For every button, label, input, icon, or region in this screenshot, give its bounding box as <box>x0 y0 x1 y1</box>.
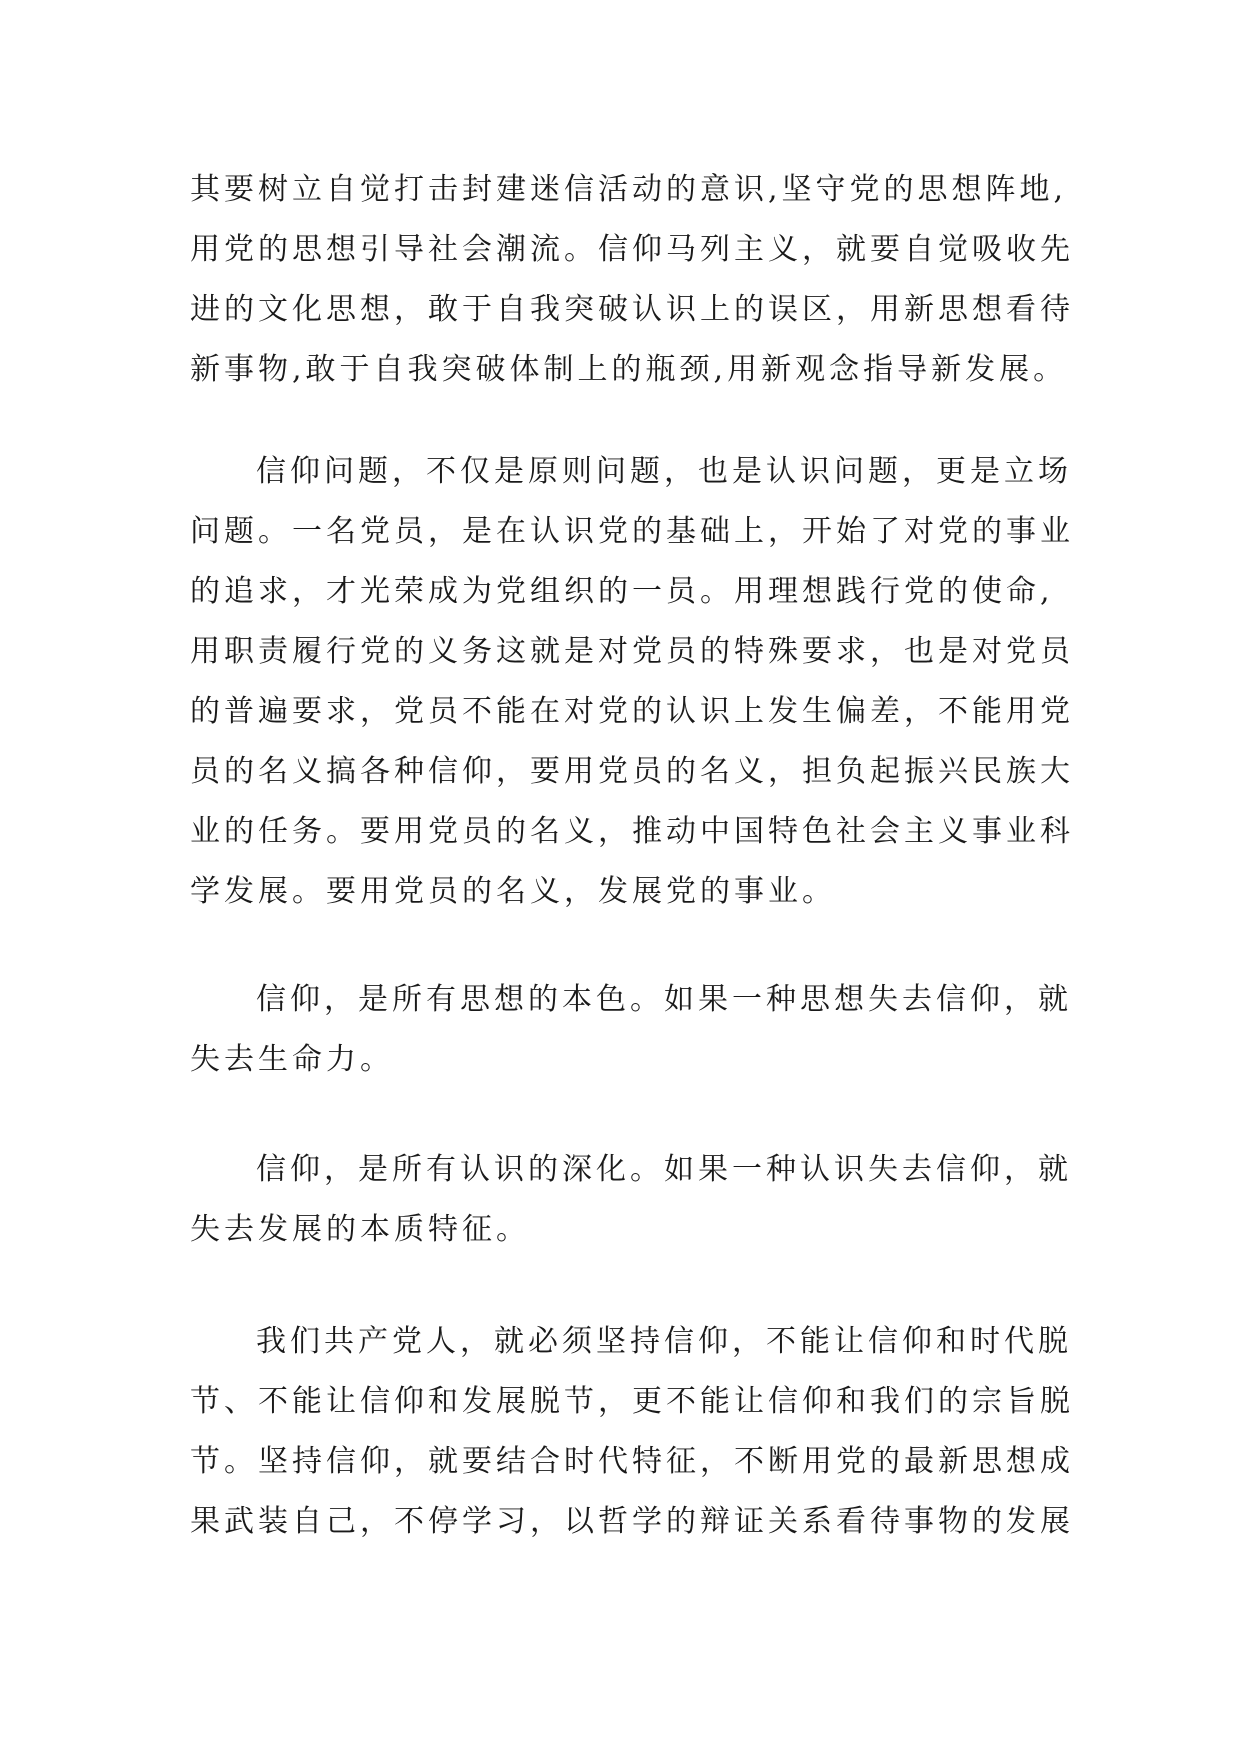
paragraph-3 <box>190 970 1072 1090</box>
paragraph-line: 用党的思想引导社会潮流。信仰马列主义，就要自觉吸收先 <box>190 232 1074 267</box>
paragraph-line: 新事物,敢于自我突破体制上的瓶颈,用新观念指导新发展。 <box>190 352 1068 387</box>
paragraph-line: 员的名义搞各种信仰，要用党员的名义，担负起振兴民族大 <box>190 754 1074 789</box>
paragraph-line: 其要树立自觉打击封建迷信活动的意识,坚守党的思想阵地, <box>190 172 1068 207</box>
paragraph-line: 信仰问题，不仅是原则问题，也是认识问题，更是立场 <box>256 454 1072 489</box>
paragraph-line: 业的任务。要用党员的名义，推动中国特色社会主义事业科 <box>190 814 1074 849</box>
paragraph-line: 我们共产党人，就必须坚持信仰，不能让信仰和时代脱 <box>256 1324 1072 1359</box>
paragraph-line: 问题。一名党员，是在认识党的基础上，开始了对党的事业 <box>190 514 1074 549</box>
paragraph-line: 用职责履行党的义务这就是对党员的特殊要求，也是对党员 <box>190 634 1074 669</box>
paragraph-5 <box>190 1312 1074 1552</box>
paragraph-line: 信仰，是所有思想的本色。如果一种思想失去信仰，就 <box>256 982 1072 1017</box>
paragraph-line: 节。坚持信仰，就要结合时代特征，不断用党的最新思想成 <box>190 1444 1074 1479</box>
paragraph-line: 失去生命力。 <box>190 1042 394 1077</box>
paragraph-line: 节、不能让信仰和发展脱节，更不能让信仰和我们的宗旨脱 <box>190 1384 1074 1419</box>
paragraph-line: 失去发展的本质特征。 <box>190 1212 530 1247</box>
paragraph-line: 信仰，是所有认识的深化。如果一种认识失去信仰，就 <box>256 1152 1072 1187</box>
paragraph-line: 学发展。要用党员的名义，发展党的事业。 <box>190 874 836 909</box>
paragraph-2 <box>190 442 1074 922</box>
paragraph-1 <box>190 160 1074 400</box>
paragraph-line: 的普遍要求，党员不能在对党的认识上发生偏差，不能用党 <box>190 694 1074 729</box>
paragraph-line: 进的文化思想，敢于自我突破认识上的误区，用新思想看待 <box>190 292 1074 327</box>
paragraph-line: 果武装自己，不停学习，以哲学的辩证关系看待事物的发展 <box>190 1504 1074 1539</box>
paragraph-line: 的追求，才光荣成为党组织的一员。用理想践行党的使命, <box>190 574 1054 609</box>
paragraph-4 <box>190 1140 1072 1260</box>
